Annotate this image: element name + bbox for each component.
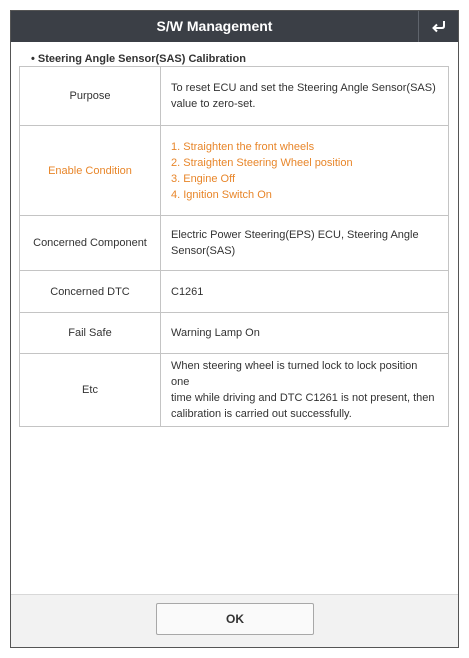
row-value (161, 126, 449, 216)
value-line: To reset ECU and set the Steering Angle Sensor(SAS) (171, 82, 436, 94)
value-line: value to zero-set. (171, 98, 256, 110)
value-line: 2. Straighten Steering Wheel position (171, 156, 353, 169)
row-label: Concerned DTC (20, 271, 161, 313)
window-title: S/W Management (156, 18, 273, 34)
row-value (161, 67, 449, 126)
value-line: Electric Power Steering(EPS) ECU, Steering Angle (171, 229, 419, 241)
value-line: C1261 (171, 285, 204, 298)
row-label: Purpose (20, 67, 161, 126)
ok-button[interactable]: OK (156, 603, 314, 635)
value-line: calibration is carried out successfully. (171, 408, 352, 420)
row-value (161, 216, 449, 271)
row-label: Concerned Component (20, 216, 161, 271)
row-label: Fail Safe (20, 313, 161, 354)
back-button[interactable] (418, 11, 458, 42)
value-line: time while driving and DTC C1261 is not present, then (171, 392, 435, 404)
table-row-enable-condition (20, 126, 449, 216)
dialog-footer (11, 594, 458, 647)
value-line: 3. Engine Off (171, 172, 236, 185)
row-value (161, 354, 449, 427)
value-line: Sensor(SAS) (171, 245, 236, 257)
calibration-info-table (19, 66, 449, 427)
dialog-window (10, 10, 459, 648)
table-row-concerned-component (20, 216, 449, 271)
value-line: 4. Ignition Switch On (171, 188, 272, 201)
table-row-fail-safe (20, 313, 449, 354)
row-value (161, 271, 449, 313)
value-line: 1. Straighten the front wheels (171, 140, 315, 153)
title-bar (11, 11, 458, 42)
section-title: • Steering Angle Sensor(SAS) Calibration (31, 53, 246, 65)
row-label: Etc (20, 354, 161, 427)
value-line: When steering wheel is turned lock to lock position one (171, 360, 418, 388)
return-arrow-icon (431, 20, 447, 34)
table-row-purpose (20, 67, 449, 126)
value-line: Warning Lamp On (171, 327, 260, 339)
row-label: Enable Condition (20, 126, 161, 216)
table-row-concerned-dtc (20, 271, 449, 313)
row-value (161, 313, 449, 354)
table-row-etc (20, 354, 449, 427)
